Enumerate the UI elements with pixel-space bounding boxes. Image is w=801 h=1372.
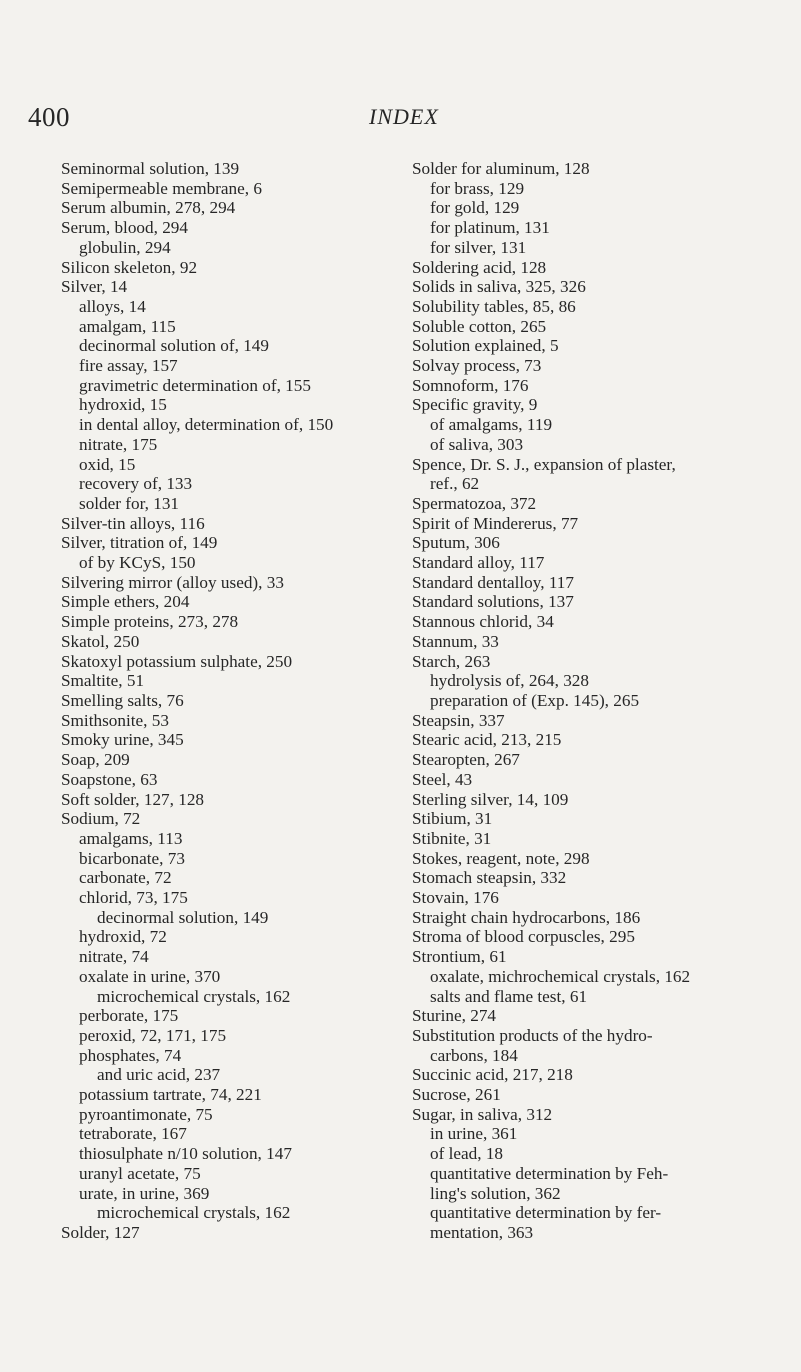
index-subentry: fire assay, 157 bbox=[79, 356, 178, 376]
page-number: 400 bbox=[28, 102, 70, 132]
index-entry: Solids in saliva, 325, 326 bbox=[412, 277, 586, 297]
index-subentry: for silver, 131 bbox=[430, 237, 527, 257]
index-entry: Standard alloy, 117 bbox=[412, 553, 545, 573]
index-entry: Serum albumin, 278, 294 bbox=[61, 198, 236, 218]
index-entry: Solder, 127 bbox=[61, 1222, 140, 1242]
index-subentry: and uric acid, 237 bbox=[97, 1065, 221, 1085]
index-entry: Smaltite, 51 bbox=[61, 671, 145, 691]
index-entry: Sugar, in saliva, 312 bbox=[412, 1104, 553, 1124]
index-subentry: preparation of (Exp. 145), 265 bbox=[430, 690, 640, 710]
index-subentry: uranyl acetate, 75 bbox=[79, 1163, 201, 1183]
index-subentry: salts and flame test, 61 bbox=[430, 986, 588, 1006]
index-entry: Soft solder, 127, 128 bbox=[61, 789, 205, 809]
index-subentry: solder for, 131 bbox=[79, 493, 180, 513]
index-subentry: in dental alloy, determination of, 150 bbox=[79, 415, 334, 435]
index-entry: Sucrose, 261 bbox=[412, 1085, 501, 1105]
index-subentry: nitrate, 175 bbox=[79, 434, 158, 454]
index-subentry: carbons, 184 bbox=[430, 1045, 518, 1065]
index-subentry: decinormal solution, 149 bbox=[97, 907, 269, 927]
index-subentry: ref., 62 bbox=[430, 474, 480, 494]
index-entry: Skatol, 250 bbox=[61, 631, 140, 651]
index-subentry: peroxid, 72, 171, 175 bbox=[79, 1025, 227, 1045]
index-subentry: perborate, 175 bbox=[79, 1006, 179, 1026]
index-entry: Stearic acid, 213, 215 bbox=[412, 730, 562, 750]
index-subentry: of by KCyS, 150 bbox=[79, 553, 196, 573]
index-entry: Skatoxyl potassium sulphate, 250 bbox=[61, 651, 293, 671]
index-entry: Solubility tables, 85, 86 bbox=[412, 296, 576, 316]
index-subentry: microchemical crystals, 162 bbox=[97, 986, 291, 1006]
index-subentry: ling's solution, 362 bbox=[430, 1183, 561, 1203]
index-entry: Stibium, 31 bbox=[412, 809, 493, 829]
index-entry: Steapsin, 337 bbox=[412, 710, 505, 730]
index-subentry: urate, in urine, 369 bbox=[79, 1183, 210, 1203]
index-entry: Silvering mirror (alloy used), 33 bbox=[61, 572, 284, 592]
index-entry: Silver, titration of, 149 bbox=[61, 533, 218, 553]
index-entry: Stearopten, 267 bbox=[412, 750, 520, 770]
index-subentry: for platinum, 131 bbox=[430, 218, 550, 238]
index-entry: Smoky urine, 345 bbox=[61, 730, 184, 750]
index-entry: Standard dentalloy, 117 bbox=[412, 572, 574, 592]
index-subentry: quantitative determination by fer- bbox=[430, 1203, 662, 1223]
index-entry: Stokes, reagent, note, 298 bbox=[412, 848, 590, 868]
index-entry: Specific gravity, 9 bbox=[412, 395, 538, 415]
index-subentry: hydroxid, 72 bbox=[79, 927, 167, 947]
index-subentry: bicarbonate, 73 bbox=[79, 848, 185, 868]
index-entry: Seminormal solution, 139 bbox=[61, 159, 240, 178]
index-entry: Starch, 263 bbox=[412, 651, 491, 671]
index-subentry: tetraborate, 167 bbox=[79, 1124, 187, 1144]
index-entry: Somnoform, 176 bbox=[412, 375, 529, 395]
index-entry: Spermatozoa, 372 bbox=[412, 493, 537, 513]
index-subentry: chlorid, 73, 175 bbox=[79, 888, 188, 908]
index-subentry: pyroantimonate, 75 bbox=[79, 1104, 213, 1124]
index-subentry: of lead, 18 bbox=[430, 1144, 504, 1164]
index-subentry: for brass, 129 bbox=[430, 178, 525, 198]
index-entry: Stannous chlorid, 34 bbox=[412, 612, 554, 632]
index-subentry: oxalate, michrochemical crystals, 162 bbox=[430, 966, 691, 986]
index-subentry: oxid, 15 bbox=[79, 454, 136, 474]
index-entry: Solution explained, 5 bbox=[412, 336, 559, 356]
index-subentry: alloys, 14 bbox=[79, 296, 146, 316]
index-entry: Simple ethers, 204 bbox=[61, 592, 190, 612]
index-entry: Soap, 209 bbox=[61, 750, 130, 770]
index-column-left bbox=[61, 159, 411, 1243]
index-entry: Stovain, 176 bbox=[412, 888, 499, 908]
index-entry: Sturine, 274 bbox=[412, 1006, 497, 1026]
index-subentry: gravimetric determination of, 155 bbox=[79, 375, 311, 395]
index-entry: Strontium, 61 bbox=[412, 947, 507, 967]
index-subentry: decinormal solution of, 149 bbox=[79, 336, 269, 356]
index-subentry: nitrate, 74 bbox=[79, 947, 149, 967]
index-entry: Soldering acid, 128 bbox=[412, 257, 547, 277]
index-subentry: of amalgams, 119 bbox=[430, 415, 553, 435]
index-subentry: microchemical crystals, 162 bbox=[97, 1203, 291, 1223]
index-subentry: amalgams, 113 bbox=[79, 828, 183, 848]
index-subentry: thiosulphate n/10 solution, 147 bbox=[79, 1144, 292, 1164]
index-entry: Silver-tin alloys, 116 bbox=[61, 513, 205, 533]
index-entry: Spence, Dr. S. J., expansion of plaster, bbox=[412, 454, 676, 474]
index-entry: Serum, blood, 294 bbox=[61, 218, 188, 238]
index-subentry: for gold, 129 bbox=[430, 198, 520, 218]
index-subentry: globulin, 294 bbox=[79, 237, 171, 257]
index-entry: Sodium, 72 bbox=[61, 809, 141, 829]
index-subentry: in urine, 361 bbox=[430, 1124, 518, 1144]
index-entry: Smelling salts, 76 bbox=[61, 690, 184, 710]
running-head: INDEX bbox=[369, 104, 439, 129]
index-entry: Stroma of blood corpuscles, 295 bbox=[412, 927, 635, 947]
index-entry: Sputum, 306 bbox=[412, 533, 500, 553]
index-entry: Smithsonite, 53 bbox=[61, 710, 169, 730]
index-subentry: carbonate, 72 bbox=[79, 868, 172, 888]
index-entry: Stomach steapsin, 332 bbox=[412, 868, 567, 888]
index-subentry: potassium tartrate, 74, 221 bbox=[79, 1085, 262, 1105]
index-entry: Silicon skeleton, 92 bbox=[61, 257, 198, 277]
index-entry: Semipermeable membrane, 6 bbox=[61, 178, 262, 198]
index-subentry: amalgam, 115 bbox=[79, 316, 176, 336]
index-entry: Soapstone, 63 bbox=[61, 769, 158, 789]
index-entry: Soluble cotton, 265 bbox=[412, 316, 547, 336]
index-subentry: oxalate in urine, 370 bbox=[79, 966, 221, 986]
index-entry: Solder for aluminum, 128 bbox=[412, 159, 590, 178]
index-entry: Succinic acid, 217, 218 bbox=[412, 1065, 573, 1085]
index-subentry: quantitative determination by Feh- bbox=[430, 1163, 669, 1183]
index-entry: Stannum, 33 bbox=[412, 631, 499, 651]
index-entry: Substitution products of the hydro- bbox=[412, 1025, 653, 1045]
index-entry: Simple proteins, 273, 278 bbox=[61, 612, 239, 632]
index-entry: Solvay process, 73 bbox=[412, 356, 542, 376]
index-entry: Sterling silver, 14, 109 bbox=[412, 789, 569, 809]
index-subentry: hydroxid, 15 bbox=[79, 395, 167, 415]
index-entry: Standard solutions, 137 bbox=[412, 592, 574, 612]
index-column-right bbox=[412, 159, 792, 1243]
index-entry: Straight chain hydrocarbons, 186 bbox=[412, 907, 641, 927]
index-subentry: recovery of, 133 bbox=[79, 474, 193, 494]
index-subentry: hydrolysis of, 264, 328 bbox=[430, 671, 589, 691]
index-entry: Stibnite, 31 bbox=[412, 828, 492, 848]
index-subentry: phosphates, 74 bbox=[79, 1045, 182, 1065]
index-entry: Silver, 14 bbox=[61, 277, 128, 297]
index-entry: Spirit of Mindererus, 77 bbox=[412, 513, 579, 533]
index-subentry: mentation, 363 bbox=[430, 1222, 534, 1242]
index-entry: Steel, 43 bbox=[412, 769, 473, 789]
index-subentry: of saliva, 303 bbox=[430, 434, 524, 454]
